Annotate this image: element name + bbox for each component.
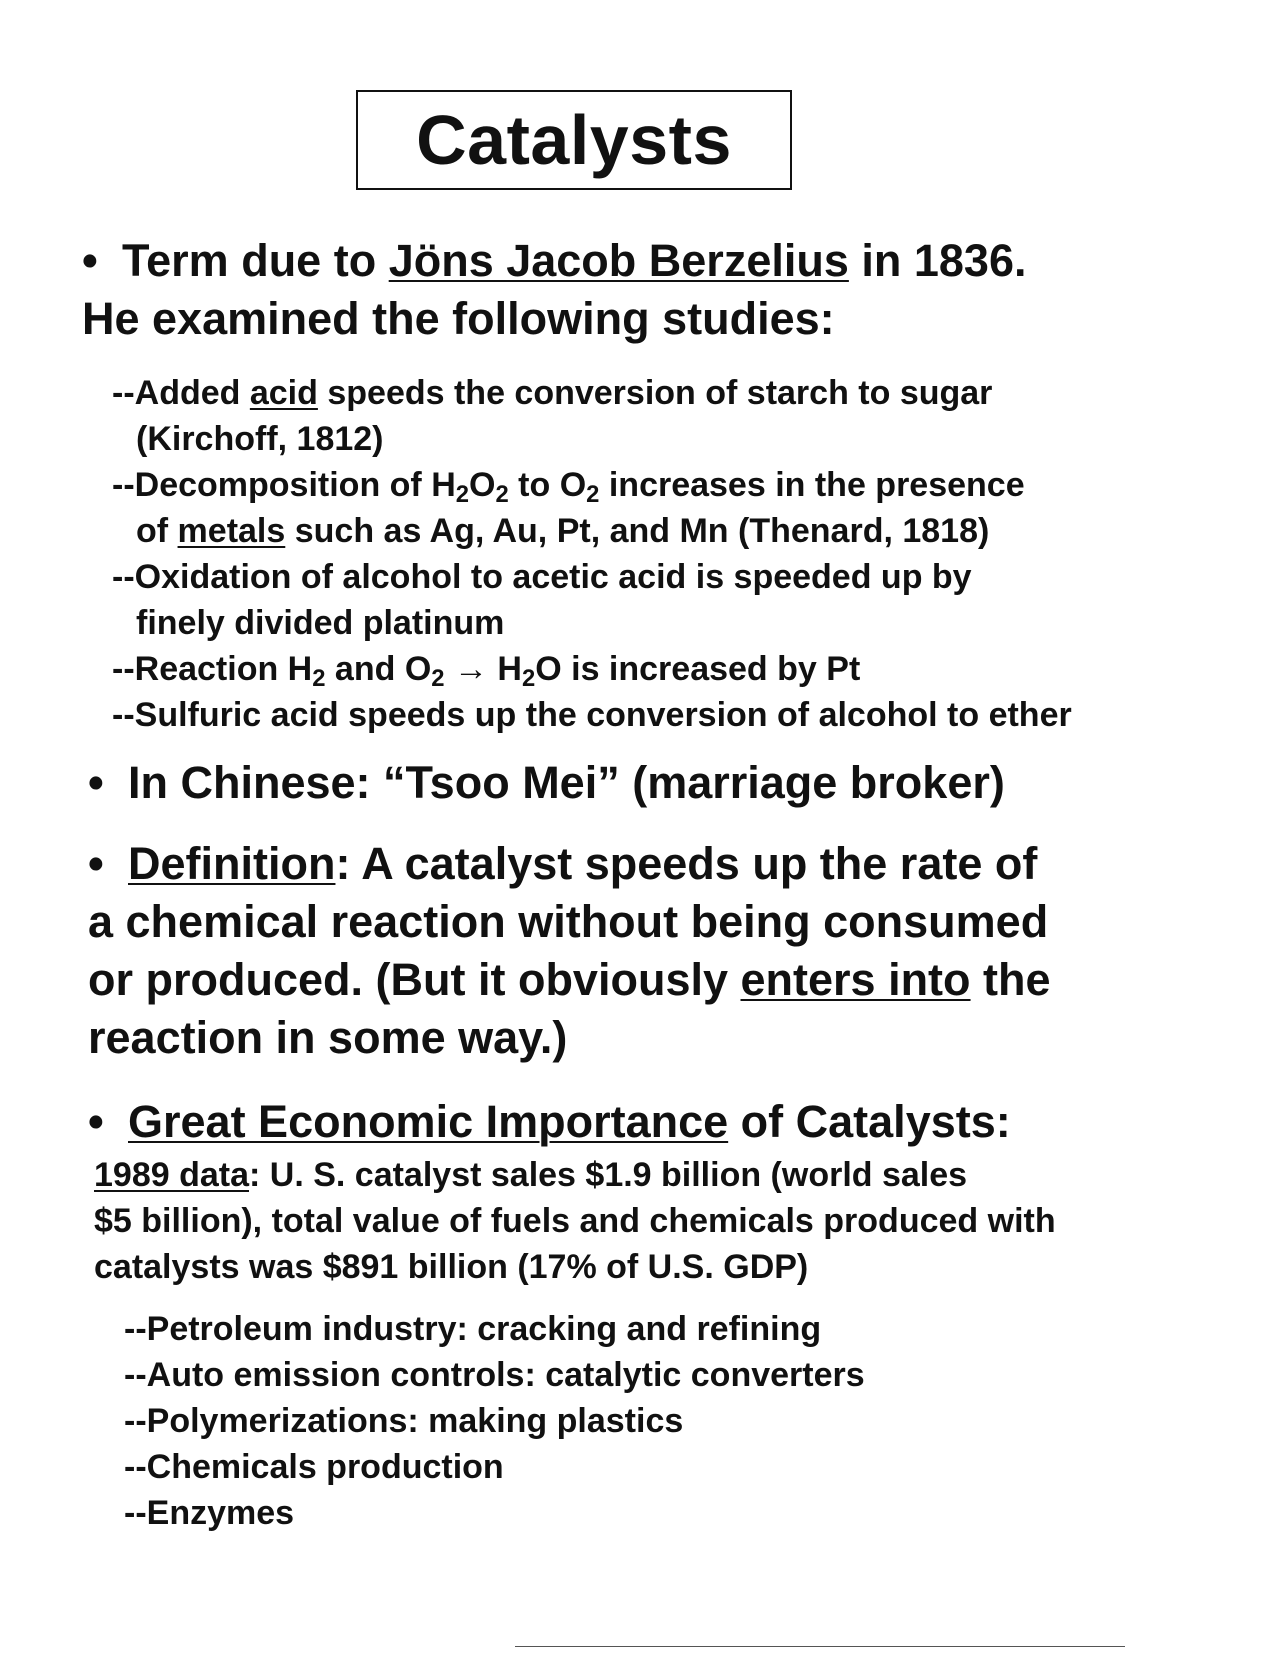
section-berzelius-line1: • Term due to Jöns Jacob Berzelius in 1836. bbox=[82, 232, 1242, 290]
berzelius-name: Jöns Jacob Berzelius bbox=[388, 235, 849, 286]
footer-line bbox=[515, 1646, 1125, 1647]
definition-label: Definition bbox=[128, 838, 336, 889]
study-item: --Sulfuric acid speeds up the conversion of alcohol to ether bbox=[112, 696, 1072, 734]
list-item: --Petroleum industry: cracking and refining bbox=[124, 1310, 822, 1348]
economic-data: 1989 data: U. S. catalyst sales $1.9 billion (world sales $5 billion), total value of fuels and chemicals produced with catalysts was $891 billion (17% of U.S. GDP) bbox=[94, 1156, 1056, 1286]
studies-list bbox=[112, 370, 1262, 738]
study-item: --Reaction $H_2$ and $O_2 \to H_2O$ is increased by Pt bbox=[112, 650, 861, 692]
list-item: --Auto emission controls: catalytic converters bbox=[124, 1356, 865, 1394]
economic-label: Great Economic Importance bbox=[128, 1096, 729, 1147]
title-box bbox=[356, 90, 792, 190]
section-berzelius-line2: He examined the following studies: bbox=[82, 293, 835, 344]
section-economic: • Great Economic Importance of Catalysts: bbox=[88, 1093, 1248, 1151]
data-label: 1989 data bbox=[94, 1156, 249, 1194]
list-item: --Polymerizations: making plastics bbox=[124, 1402, 684, 1440]
applications-list bbox=[124, 1306, 1224, 1536]
study-item: --Decomposition of $H_2O_2$ to $O_2$ increases in the presence of metals such as Ag, Au, Pt, and Mn (Thenard, 1818) bbox=[112, 466, 1025, 550]
page-title: Catalysts bbox=[416, 101, 732, 179]
bullet: • bbox=[88, 757, 104, 808]
list-item: --Enzymes bbox=[124, 1494, 295, 1532]
section-chinese: • In Chinese: “Tsoo Mei” (marriage broker) bbox=[88, 754, 1248, 812]
bullet: • bbox=[82, 235, 98, 286]
study-item: --Oxidation of alcohol to acetic acid is speeded up by finely divided platinum bbox=[112, 558, 972, 642]
list-item: --Chemicals production bbox=[124, 1448, 504, 1486]
bullet: • bbox=[88, 838, 104, 889]
section-definition: • Definition: A catalyst speeds up the rate of a chemical reaction without being consumed or produced. (But it obviously enters into the reaction in some way.) bbox=[88, 835, 1248, 1067]
section-berzelius bbox=[82, 232, 1242, 348]
study-item: --Added acid speeds the conversion of starch to sugar (Kirchoff, 1812) bbox=[112, 374, 993, 458]
bullet: • bbox=[88, 1096, 104, 1147]
